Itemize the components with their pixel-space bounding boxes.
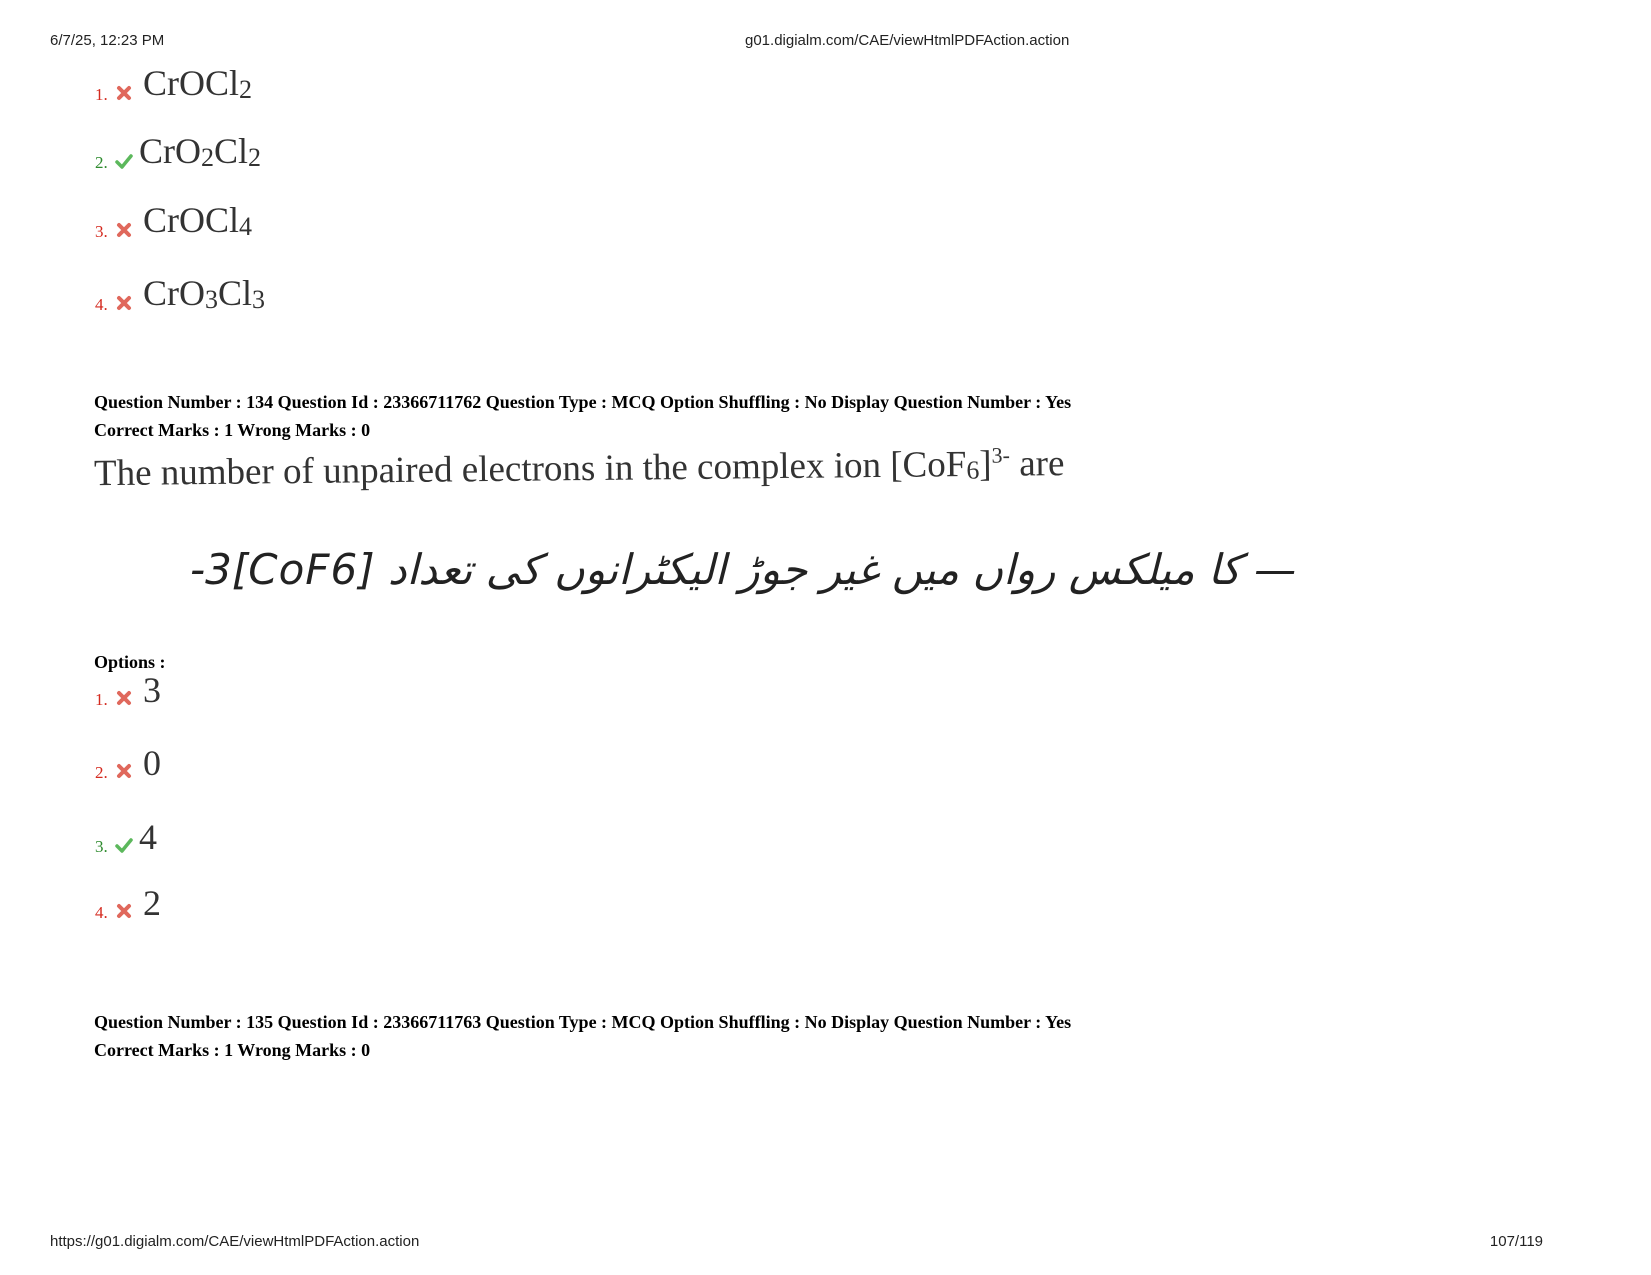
cross-icon <box>115 295 133 311</box>
option-number: 3. <box>95 222 108 241</box>
option-text: 2 <box>143 883 161 923</box>
option-text: $CrO_2Cl_2$ <box>139 130 262 172</box>
option-text: CrOCl$_2$ <box>143 62 253 104</box>
cross-icon <box>115 690 133 706</box>
option-number: 4. <box>95 903 108 922</box>
option-number: 1. <box>95 690 108 709</box>
option-number: 2. <box>95 153 108 172</box>
footer-url: https://g01.digialm.com/CAE/viewHtmlPDFAction.action <box>50 1233 420 1250</box>
option-text: CrOCl$_4$ <box>143 199 253 241</box>
q134-urdu-handwritten-text: — کا میلکس رواں میں غیر جوڑ الیکٹرانوں کی تعداد [CoF6]3- <box>190 545 1297 594</box>
q135-meta <box>94 1008 1071 1064</box>
option-text: 4 <box>139 817 157 857</box>
option-number: 3. <box>95 837 108 856</box>
q135-meta-line2: Correct Marks : 1 Wrong Marks : 0 <box>94 1040 371 1060</box>
cross-icon <box>115 763 133 779</box>
cross-icon <box>115 222 133 238</box>
option-number: 2. <box>95 763 108 782</box>
option-number: 1. <box>95 85 108 104</box>
check-icon <box>115 153 133 169</box>
check-icon <box>115 837 133 853</box>
header-url: g01.digialm.com/CAE/viewHtmlPDFAction.action <box>745 32 1070 49</box>
q134-meta-line1: Question Number : 134 Question Id : 23366711762 Question Type : MCQ Option Shuffling : No Display Question Number : Yes <box>94 392 1072 412</box>
option-text: 0 <box>143 743 161 783</box>
option-number: 4. <box>95 295 108 314</box>
cross-icon <box>115 85 133 101</box>
q134-meta-line2: Correct Marks : 1 Wrong Marks : 0 <box>94 420 371 440</box>
header-datetime: 6/7/25, 12:23 PM <box>50 32 165 49</box>
q134-question-text: The number of unpaired electrons in the complex ion $[CoF_6]^{3-}$ are <box>93 442 1065 495</box>
q135-meta-line1: Question Number : 135 Question Id : 23366711763 Question Type : MCQ Option Shuffling : No Display Question Number : Yes <box>94 1012 1072 1032</box>
options-label: Options : <box>94 652 166 672</box>
q134-meta <box>94 388 1071 444</box>
footer-page-number: 107/119 <box>1489 1233 1543 1250</box>
option-text: 3 <box>143 670 161 710</box>
cross-icon <box>115 903 133 919</box>
option-text: $CrO_3Cl_3$ <box>143 272 266 314</box>
